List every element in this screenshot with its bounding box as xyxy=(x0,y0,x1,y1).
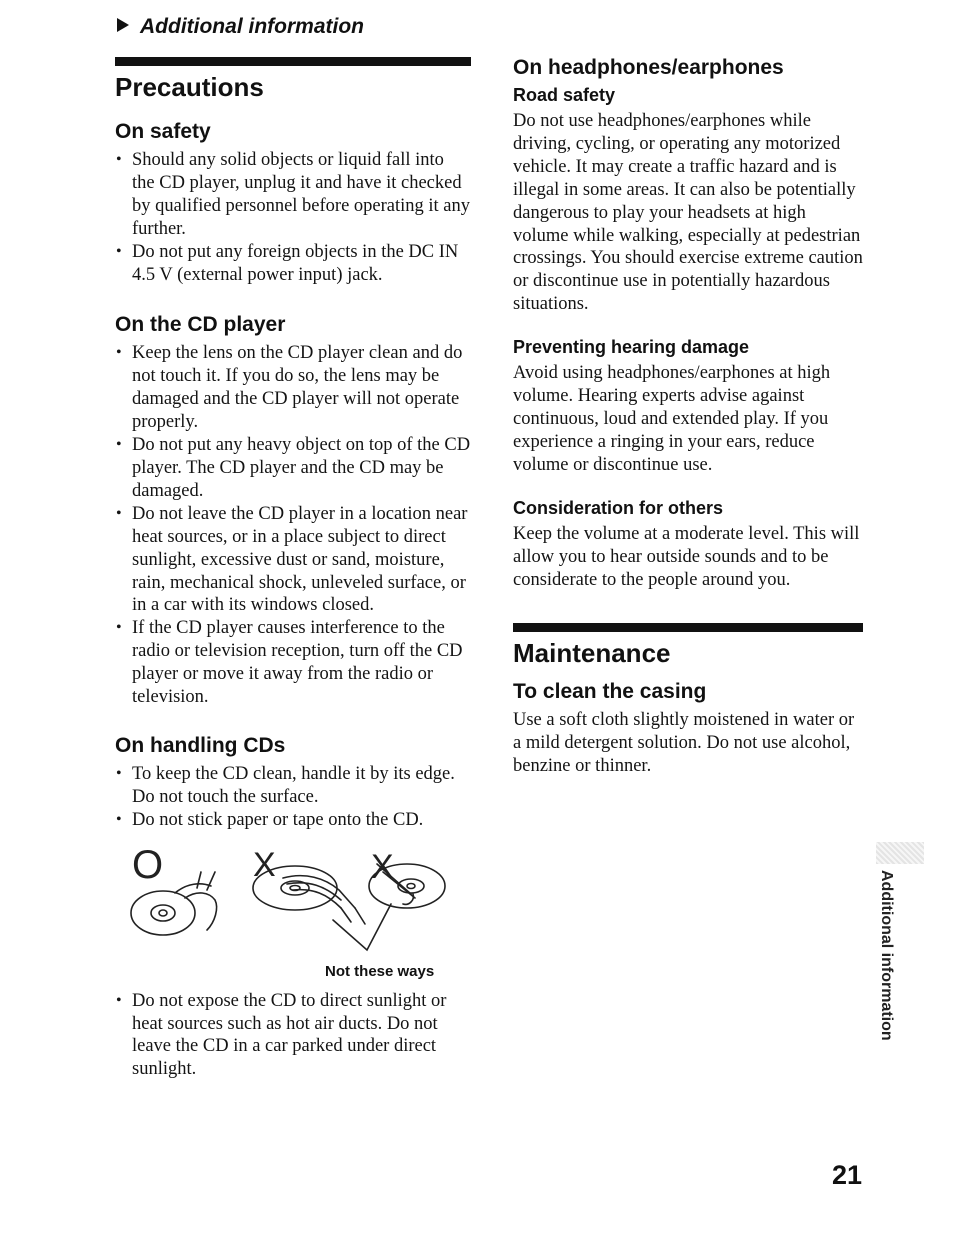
side-tab xyxy=(875,870,897,1041)
safety-list xyxy=(115,149,471,286)
safety-heading: On safety xyxy=(115,120,211,143)
headphones-title: On headphones/earphones xyxy=(513,56,784,79)
cd-handling-drawing xyxy=(115,838,455,963)
cd-player-heading: On the CD player xyxy=(115,313,286,337)
list-item: • Do not expose the CD to direct sunlight or heat sources such as hot air ducts. Do not leave the CD in a car parked under direct sunlight. xyxy=(115,990,471,1082)
maintenance-title: Maintenance xyxy=(513,638,671,669)
handling-heading: On handling CDs xyxy=(115,733,286,757)
list-item: • Do not put any foreign objects in the DC IN 4.5 V (external power input) jack. xyxy=(115,241,471,287)
right-column xyxy=(513,55,863,778)
list-item: • Do not put any heavy object on top of the CD player. The CD player and the CD may be damaged. xyxy=(115,434,471,503)
play-triangle-icon xyxy=(117,18,129,32)
cd-handling-illustration xyxy=(115,838,471,986)
cd-player-list xyxy=(115,342,471,709)
wrong-mark: X xyxy=(371,847,394,886)
side-tab-shading xyxy=(876,842,924,864)
hearing-heading: Preventing hearing damage xyxy=(513,337,750,358)
handling-list-continued xyxy=(115,990,471,1082)
list-item: • Do not leave the CD player in a location near heat sources, or in a place subject to direct sunlight, excessive dust or sand, moisture, rain, mechanical shock, unleveled surface, or in a car with its windows closed. xyxy=(115,503,471,618)
section-header-label: Additional information xyxy=(140,15,364,38)
ok-mark: O xyxy=(132,842,164,887)
list-item: • If the CD player causes interference to the radio or television reception, turn off the CD player or move it away from the radio or television. xyxy=(115,617,471,709)
casing-heading: To clean the casing xyxy=(513,680,707,704)
handling-list xyxy=(115,763,471,832)
wrong-mark: X xyxy=(253,845,276,884)
others-text: Keep the volume at a moderate level. This will allow you to hear outside sounds and to be considerate to the people around you. xyxy=(513,523,860,590)
illustration-caption: Not these ways xyxy=(325,962,435,980)
precautions-title: Precautions xyxy=(115,72,264,102)
casing-text: Use a soft cloth slightly moistened in water or a mild detergent solution. Do not use alcohol, benzine or thinner. xyxy=(513,710,855,777)
pointer-lines xyxy=(333,904,391,950)
list-item: • Keep the lens on the CD player clean and do not touch it. If you do so, the lens may be damaged and the CD player will not operate properly. xyxy=(115,342,471,434)
section-rule xyxy=(513,623,863,632)
list-item: • To keep the CD clean, handle it by its edge. Do not touch the surface. xyxy=(115,763,471,809)
section-header xyxy=(117,15,364,39)
side-tab-label: Additional information xyxy=(878,870,895,1041)
left-column xyxy=(115,57,471,1081)
list-item: • Should any solid objects or liquid fall into the CD player, unplug it and have it checked by qualified personnel before operating it any further. xyxy=(115,149,471,241)
road-safety-text: Do not use headphones/earphones while driving, cycling, or operating any motorized vehicle. It may create a traffic hazard and is illegal in some areas. It can also be potentially dangerous to play your headsets at high volume while walking, especially at pedestrian crossings. You should exercise extreme caution or discontinue use in potentially hazardous situations. xyxy=(513,111,863,315)
section-rule xyxy=(115,57,471,66)
page-number: 21 xyxy=(832,1160,863,1190)
others-heading: Consideration for others xyxy=(513,497,724,518)
hearing-text: Avoid using headphones/earphones at high volume. Hearing experts advise against continuous, loud and extended play. If you experience a ringing in your ears, reduce volume or discontinue use. xyxy=(513,363,831,475)
list-item: • Do not stick paper or tape onto the CD. xyxy=(115,809,471,832)
road-safety-heading: Road safety xyxy=(513,85,616,105)
